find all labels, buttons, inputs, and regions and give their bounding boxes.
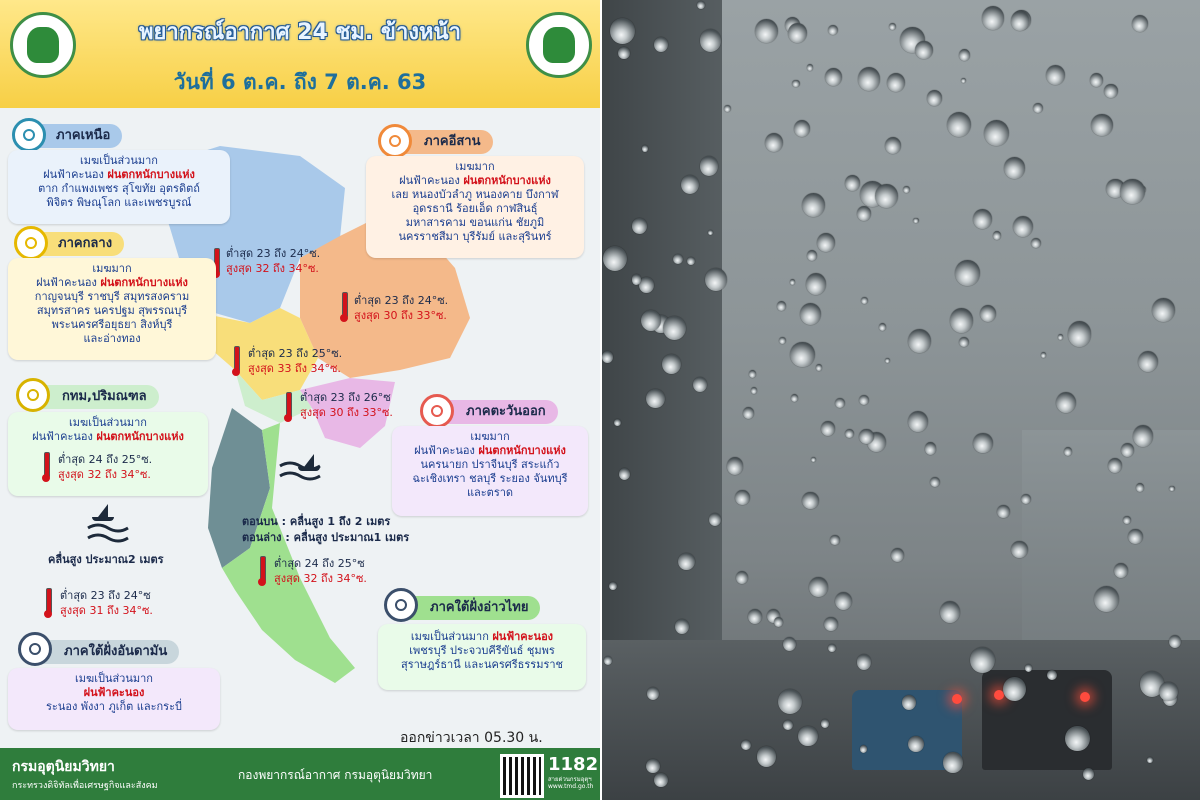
raindrop <box>794 120 810 137</box>
raindrop <box>828 644 835 652</box>
raindrop <box>1011 541 1027 558</box>
raindrop <box>993 231 1002 240</box>
temp-northeast <box>354 293 448 323</box>
raindrop <box>861 297 868 304</box>
raindrop <box>1068 321 1092 346</box>
raindrop <box>777 301 787 311</box>
raindrop <box>927 90 942 106</box>
temp-north <box>226 246 320 276</box>
central-areas-1: กาญจนบุรี ราชบุรี สมุทรสงคราม <box>34 290 190 303</box>
card-south-andaman <box>8 668 220 730</box>
rain-on-window-photo <box>602 0 1200 800</box>
south-andaman-sky: เมฆเป็นส่วนมาก <box>75 672 153 685</box>
raindrop <box>792 80 799 88</box>
region-tag-northeast: ภาคอีสาน <box>390 130 493 154</box>
thermometer-icon <box>44 588 52 618</box>
raindrop <box>835 592 852 610</box>
raindrop <box>602 351 613 362</box>
raindrop <box>1064 447 1072 456</box>
temp-south-andaman <box>60 588 153 618</box>
raindrop <box>791 394 799 402</box>
raindrop <box>828 25 837 35</box>
northeast-areas-4: นครราชสีมา บุรีรัมย์ และสุรินทร์ <box>398 230 552 243</box>
raindrop <box>824 617 837 631</box>
raindrop <box>779 337 786 344</box>
raindrop <box>825 68 842 86</box>
raindrop <box>700 29 722 52</box>
raindrop <box>697 1 705 9</box>
raindrop <box>1128 529 1143 545</box>
raindrop <box>802 492 819 510</box>
raindrop <box>1147 757 1153 763</box>
temp-bangkok-high: สูงสุด 32 ถึง 34°ซ. <box>58 468 151 481</box>
card-central <box>8 258 216 360</box>
south-gulf-sky: เมฆเป็นส่วนมาก <box>410 630 489 643</box>
temp-east <box>300 390 393 420</box>
poster-date: วันที่ 6 ต.ค. ถึง 7 ต.ค. 63 <box>173 70 427 94</box>
raindrop <box>1083 768 1094 780</box>
northeast-sky: เมฆมาก <box>455 160 495 173</box>
location-pin-icon <box>378 124 412 158</box>
region-tag-bangkok: กทม,ปริมณฑล <box>28 385 159 409</box>
raindrop <box>1091 114 1113 137</box>
raindrop <box>908 736 924 752</box>
footer-dept: กรมอุตุนิยมวิทยา <box>12 759 115 775</box>
tail-light <box>952 694 962 704</box>
location-pin-icon <box>16 378 50 412</box>
raindrop <box>984 120 1009 146</box>
raindrop <box>1013 216 1034 238</box>
raindrop <box>1114 563 1128 578</box>
raindrop <box>857 654 872 670</box>
raindrop <box>859 429 874 445</box>
raindrop <box>619 468 630 480</box>
raindrop <box>1136 483 1144 492</box>
location-pin-icon <box>384 588 418 622</box>
raindrop <box>973 209 992 229</box>
raindrop <box>1132 15 1148 32</box>
raindrop <box>1159 682 1177 701</box>
raindrop <box>743 407 754 419</box>
east-areas-1: นครนายก ปราจีนบุรี สระแก้ว <box>420 458 560 471</box>
raindrop <box>1046 65 1065 85</box>
raindrop <box>639 277 654 293</box>
raindrop <box>908 329 931 353</box>
north-sky: เมฆเป็นส่วนมาก <box>80 154 158 167</box>
bangkok-sky: เมฆเป็นส่วนมาก <box>69 416 147 429</box>
region-tag-central: ภาคกลาง <box>24 232 124 256</box>
raindrop <box>807 250 818 261</box>
raindrop <box>947 112 971 137</box>
raindrop <box>982 6 1004 29</box>
raindrop <box>915 41 932 59</box>
footer-hotline-sub <box>548 776 593 790</box>
bangkok-rain-a: ฝนฟ้าคะนอง <box>32 430 93 443</box>
raindrop <box>705 268 727 291</box>
raindrop <box>959 337 969 348</box>
temp-central <box>248 346 342 376</box>
raindrop <box>1041 352 1046 357</box>
south-gulf-rain: ฝนฟ้าคะนอง <box>492 630 554 643</box>
north-rain-b: ฝนตกหนักบางแห่ง <box>107 168 195 181</box>
raindrop <box>774 617 784 627</box>
raindrop <box>790 342 814 367</box>
raindrop <box>1004 157 1025 179</box>
raindrop <box>821 719 829 727</box>
east-sky: เมฆมาก <box>470 430 510 443</box>
south-andaman-areas: ระนอง พังงา ภูเก็ต และกระบี่ <box>46 700 182 713</box>
raindrop <box>675 619 689 634</box>
temp-northeast-high: สูงสุด 30 ถึง 33°ซ. <box>354 309 447 322</box>
north-areas-1: ตาก กำแพงเพชร สุโขทัย อุตรดิตถ์ <box>38 182 200 195</box>
raindrop <box>885 137 901 154</box>
raindrop <box>887 73 905 92</box>
raindrop <box>835 398 845 409</box>
card-east <box>392 426 588 516</box>
raindrop <box>857 206 871 221</box>
northeast-rain-b: ฝนตกหนักบางแห่ง <box>463 174 551 187</box>
raindrop <box>681 175 699 194</box>
temp-south-gulf-high: สูงสุด 32 ถึง 34°ซ. <box>274 572 367 585</box>
temp-central-high: สูงสุด 33 ถึง 34°ซ. <box>248 362 341 375</box>
qr-code-icon[interactable] <box>500 754 544 798</box>
temp-northeast-low: ต่ำสุด 23 ถึง 24°ซ. <box>354 294 449 307</box>
thermometer-icon <box>258 556 266 586</box>
northeast-rain-a: ฝนฟ้าคะนอง <box>399 174 460 187</box>
temp-bangkok-low: ต่ำสุด 24 ถึง 25°ซ. <box>58 453 153 466</box>
raindrop <box>816 364 822 370</box>
raindrop <box>1011 11 1029 30</box>
raindrop <box>632 274 642 284</box>
raindrop <box>885 358 890 363</box>
raindrop <box>647 687 659 700</box>
car-silhouette <box>982 670 1112 770</box>
raindrop <box>1123 516 1130 524</box>
thermometer-icon <box>340 292 348 322</box>
raindrop <box>821 421 835 435</box>
raindrop <box>788 23 807 43</box>
raindrop <box>879 323 886 331</box>
raindrop <box>1152 298 1175 322</box>
footer-web: www.tmd.go.th <box>548 783 594 790</box>
temp-east-low: ต่ำสุด 23 ถึง 26°ซ <box>300 391 391 404</box>
raindrop <box>748 609 762 624</box>
raindrop <box>693 377 707 392</box>
wave-andaman: คลื่นสูง ประมาณ2 เมตร <box>48 553 164 566</box>
south-gulf-areas-2: สุราษฎร์ธานี และนครศรีธรรมราช <box>401 658 563 671</box>
raindrop <box>755 19 778 43</box>
raindrop <box>817 233 835 251</box>
central-rain-b: ฝนตกหนักบางแห่ง <box>100 276 188 289</box>
issued-time: ออกข่าวเวลา 05.30 น. <box>400 730 543 746</box>
east-areas-2: ฉะเชิงเทรา ชลบุรี ระยอง จันทบุรี <box>412 472 568 485</box>
raindrop <box>940 601 960 622</box>
raindrop <box>811 457 816 462</box>
raindrop <box>807 64 814 71</box>
header <box>0 0 600 108</box>
temp-north-high: สูงสุด 32 ถึง 34°ซ. <box>226 262 319 275</box>
raindrop <box>902 695 916 710</box>
central-areas-2: สมุทรสาคร นครปฐม สุพรรณบุรี <box>36 304 188 317</box>
raindrop <box>1033 103 1043 113</box>
raindrop <box>673 254 683 264</box>
temp-south-andaman-low: ต่ำสุด 23 ถึง 24°ซ <box>60 589 151 602</box>
location-pin-icon <box>18 632 52 666</box>
thermometer-icon <box>232 346 240 376</box>
raindrop <box>980 305 996 322</box>
raindrop <box>959 49 970 61</box>
raindrop <box>778 689 802 714</box>
raindrop <box>1169 635 1181 648</box>
raindrop <box>632 218 647 234</box>
north-areas-2: พิจิตร พิษณุโลก และเพชรบูรณ์ <box>46 196 192 209</box>
raindrop <box>845 429 854 438</box>
boat-icon <box>92 504 114 522</box>
raindrop <box>654 773 668 788</box>
card-northeast <box>366 156 584 258</box>
thermometer-icon <box>42 452 50 482</box>
raindrop <box>790 279 795 285</box>
raindrop <box>997 505 1010 519</box>
raindrop <box>646 759 660 773</box>
footer-ministry: กระทรวงดิจิทัลเพื่อเศรษฐกิจและสังคม <box>12 781 158 791</box>
raindrop <box>859 395 869 405</box>
region-tag-south-andaman: ภาคใต้ฝั่งอันดามัน <box>30 640 179 664</box>
raindrop <box>1094 586 1119 612</box>
raindrop <box>663 316 686 340</box>
northeast-areas-2: อุดรธานี ร้อยเอ็ด กาฬสินธุ์ <box>412 202 538 215</box>
raindrop <box>908 411 928 432</box>
raindrop <box>646 389 664 408</box>
raindrop <box>1058 334 1063 340</box>
raindrop <box>1133 425 1154 447</box>
raindrop <box>973 433 993 454</box>
raindrop <box>757 746 777 767</box>
raindrop <box>765 133 783 152</box>
temp-east-high: สูงสุด 30 ถึง 33°ซ. <box>300 406 393 419</box>
raindrop <box>875 184 898 208</box>
raindrop <box>618 47 630 59</box>
tmd-logo-left <box>10 12 76 78</box>
raindrop <box>798 726 818 747</box>
region-tag-south-gulf: ภาคใต้ฝั่งอ่าวไทย <box>396 596 540 620</box>
temp-bangkok <box>58 452 152 482</box>
raindrop <box>1003 677 1026 701</box>
south-gulf-areas-1: เพชรบุรี ประจวบคีรีขันธ์ ชุมพร <box>409 644 555 657</box>
raindrop <box>724 105 731 112</box>
raindrop <box>891 548 904 562</box>
temp-north-low: ต่ำสุด 23 ถึง 24°ซ. <box>226 247 321 260</box>
raindrop <box>1120 179 1144 205</box>
raindrop <box>1056 392 1076 413</box>
poster-title: พยากรณ์อากาศ 24 ชม. ข้างหน้า <box>139 20 461 45</box>
raindrop <box>930 477 940 487</box>
raindrop <box>806 273 826 294</box>
raindrop <box>783 720 793 730</box>
east-rain-b: ฝนตกหนักบางแห่ง <box>478 444 566 457</box>
tail-light <box>1080 692 1090 702</box>
wave-gulf-lower: ตอนล่าง : คลื่นสูง ประมาณ1 เมตร <box>242 531 410 544</box>
raindrop <box>1138 351 1158 372</box>
region-tag-north: ภาคเหนือ <box>22 124 122 148</box>
raindrop <box>1108 458 1122 473</box>
region-tag-east: ภาคตะวันออก <box>432 400 558 424</box>
footer-hotline: 1182 <box>548 754 599 775</box>
bangkok-rain-b: ฝนตกหนักบางแห่ง <box>96 430 184 443</box>
central-areas-4: และอ่างทอง <box>83 332 141 345</box>
raindrop <box>961 78 966 83</box>
footer <box>0 748 600 800</box>
northeast-areas-3: มหาสารคาม ขอนแก่น ชัยภูมิ <box>405 216 545 229</box>
raindrop <box>903 186 910 193</box>
hotline-caption: สายด่วนกรมอุตุฯ <box>548 776 592 783</box>
temp-central-low: ต่ำสุด 23 ถึง 25°ซ. <box>248 347 343 360</box>
raindrop <box>809 577 827 596</box>
raindrop <box>727 457 743 474</box>
temp-south-gulf-low: ต่ำสุด 24 ถึง 25°ซ <box>274 557 365 570</box>
tmd-logo-right <box>526 12 592 78</box>
raindrop <box>925 442 937 454</box>
raindrop <box>802 193 825 217</box>
raindrop <box>735 490 750 506</box>
raindrop <box>845 175 860 191</box>
raindrop <box>736 571 748 583</box>
card-north <box>8 150 230 224</box>
east-rain-a: ฝนฟ้าคะนอง <box>414 444 475 457</box>
footer-division: กองพยากรณ์อากาศ กรมอุตุนิยมวิทยา <box>238 768 433 782</box>
south-andaman-rain: ฝนฟ้าคะนอง <box>83 686 145 699</box>
raindrop <box>1169 486 1174 491</box>
raindrop <box>700 156 719 175</box>
temp-south-andaman-high: สูงสุด 31 ถึง 34°ซ. <box>60 604 153 617</box>
raindrop <box>641 310 661 331</box>
central-areas-3: พระนครศรีอยุธยา สิงห์บุรี <box>51 318 173 331</box>
northeast-areas-1: เลย หนองบัวลำภู หนองคาย บึงกาฬ <box>391 188 559 201</box>
raindrop <box>1090 73 1103 87</box>
central-rain-a: ฝนฟ้าคะนอง <box>36 276 97 289</box>
raindrop <box>1031 238 1041 248</box>
raindrop <box>749 370 756 378</box>
raindrop <box>950 308 973 332</box>
raindrop <box>830 535 839 545</box>
card-south-gulf <box>378 624 586 690</box>
raindrop <box>913 218 919 224</box>
temp-south-gulf <box>274 556 367 586</box>
wave-gulf-upper: ตอนบน : คลื่นสูง 1 ถึง 2 เมตร <box>242 515 391 528</box>
thermometer-icon <box>284 392 292 422</box>
location-pin-icon <box>420 394 454 428</box>
location-pin-icon <box>14 226 48 260</box>
location-pin-icon <box>12 118 46 152</box>
raindrop <box>751 387 757 393</box>
boat-icon <box>298 454 320 472</box>
raindrop <box>1025 664 1033 672</box>
north-rain-a: ฝนฟ้าคะนอง <box>43 168 104 181</box>
raindrop <box>889 23 896 30</box>
raindrop <box>800 303 821 325</box>
east-areas-3: และตราด <box>466 486 514 499</box>
central-sky: เมฆมาก <box>92 262 132 275</box>
raindrop <box>943 752 962 772</box>
raindrop <box>614 419 621 426</box>
raindrop <box>858 67 880 90</box>
raindrop <box>1065 726 1089 752</box>
raindrop <box>1104 84 1118 99</box>
raindrop <box>955 260 979 285</box>
